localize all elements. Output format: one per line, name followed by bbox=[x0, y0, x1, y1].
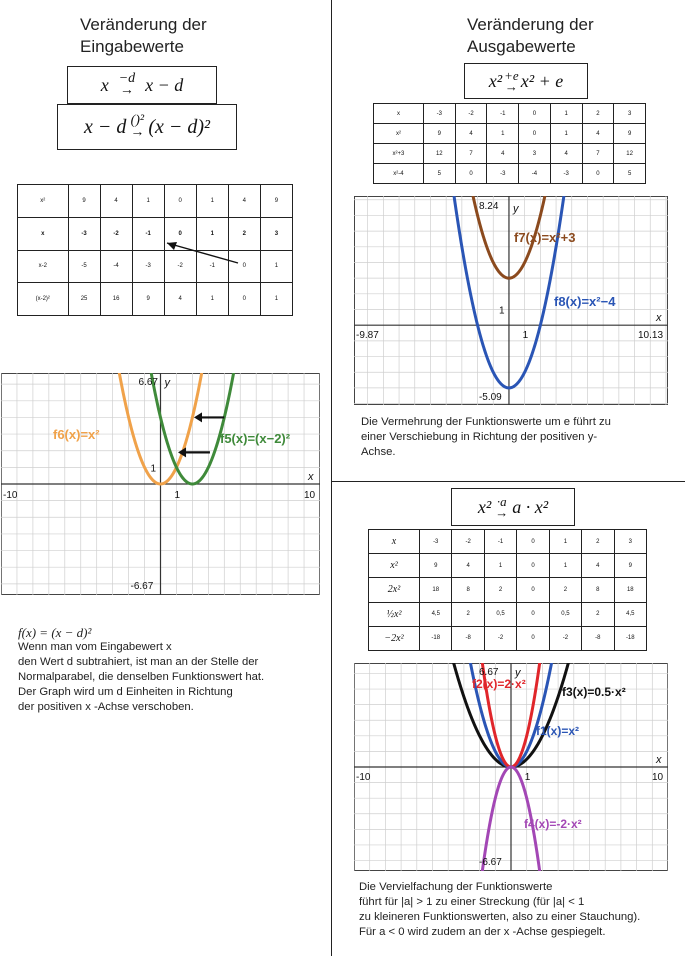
mapping2-to: (x − d)² bbox=[148, 115, 211, 138]
mapping3-arrow: → bbox=[504, 79, 518, 94]
vertical-divider bbox=[331, 0, 332, 956]
table-cell: 1 bbox=[196, 185, 228, 218]
x-min-label: -9.87 bbox=[356, 330, 379, 342]
table-cell: -3 bbox=[132, 250, 164, 283]
row-label: x bbox=[374, 104, 424, 124]
f3-label: f3(x)=0.5·x² bbox=[562, 685, 626, 699]
x-min-label: -10 bbox=[3, 490, 18, 501]
table-cell: -1 bbox=[487, 104, 519, 124]
y-max-label: 6.67 bbox=[138, 377, 158, 388]
table-cell: 25 bbox=[68, 283, 100, 316]
table-cell: 0,5 bbox=[549, 602, 581, 626]
x-axis-label: x bbox=[656, 312, 662, 325]
right-top-value-table bbox=[373, 103, 646, 184]
table-cell: 7 bbox=[455, 144, 487, 164]
x-max-label: 10 bbox=[304, 490, 316, 501]
right-bottom-value-table bbox=[368, 529, 647, 651]
table-arrow-line bbox=[167, 243, 238, 263]
x-axis-label: x bbox=[656, 754, 662, 766]
table-cell: 1 bbox=[549, 530, 581, 554]
mapping1-to: x − d bbox=[145, 74, 184, 95]
table-cell: 2 bbox=[452, 602, 484, 626]
y-max-label: 6.67 bbox=[479, 667, 499, 678]
right-title-line1: Veränderung der bbox=[467, 15, 594, 34]
row-label: x bbox=[369, 530, 420, 554]
table-cell: -8 bbox=[582, 626, 614, 650]
right-top-line-1: Die Vermehrung der Funktionswerte um e führt zu bbox=[361, 416, 611, 428]
table-cell: 2 bbox=[582, 104, 614, 124]
table-cell: 9 bbox=[614, 554, 646, 578]
table-cell: -1 bbox=[196, 250, 228, 283]
right-bottom-line-1: Die Vervielfachung der Funktionswerte bbox=[359, 881, 553, 893]
table-cell: 3 bbox=[260, 217, 292, 250]
table-cell: 12 bbox=[423, 144, 455, 164]
y-one-label: 1 bbox=[498, 305, 505, 317]
x-min-label: -10 bbox=[356, 772, 371, 783]
f4-label: f4(x)=-2·x² bbox=[524, 817, 582, 831]
graph-frame bbox=[355, 197, 668, 405]
table-cell: 9 bbox=[260, 185, 292, 218]
row-label: x²-4 bbox=[374, 164, 424, 184]
table-cell: 1 bbox=[487, 124, 519, 144]
table-cell: 4 bbox=[487, 144, 519, 164]
horizontal-divider bbox=[331, 481, 685, 482]
table-row bbox=[369, 578, 647, 602]
row-label: x-2 bbox=[18, 250, 69, 283]
left-explanation bbox=[18, 625, 264, 715]
table-cell: 0 bbox=[517, 530, 549, 554]
table-cell: 2 bbox=[582, 602, 614, 626]
table-row bbox=[369, 530, 647, 554]
y-axis-label: y bbox=[164, 377, 170, 389]
table-cell: -3 bbox=[550, 164, 582, 184]
y-max-label: 8.24 bbox=[478, 201, 499, 212]
mapping2-from: x − d bbox=[83, 115, 127, 138]
table-cell: 4 bbox=[100, 185, 132, 218]
table-cell: 1 bbox=[549, 554, 581, 578]
y-axis-label: y bbox=[512, 203, 519, 215]
table-cell: -3 bbox=[68, 217, 100, 250]
table-cell: 0 bbox=[164, 185, 196, 218]
row-label: (x-2)² bbox=[18, 283, 69, 316]
table-cell: 9 bbox=[423, 124, 455, 144]
table-cell: 0 bbox=[517, 578, 549, 602]
f6-label: f6(x)=x² bbox=[53, 427, 100, 442]
table-cell: 2 bbox=[228, 217, 260, 250]
table-arrow-overlay bbox=[17, 184, 293, 316]
right-top-line-3: Achse. bbox=[361, 446, 396, 458]
table-cell: 4,5 bbox=[614, 602, 646, 626]
y-min-label: -6.67 bbox=[130, 581, 154, 592]
table-row bbox=[374, 164, 646, 184]
table-cell: 1 bbox=[550, 104, 582, 124]
table-cell: 0 bbox=[582, 164, 614, 184]
table-cell: 8 bbox=[582, 578, 614, 602]
table-cell: 0 bbox=[517, 626, 549, 650]
table-cell: 3 bbox=[519, 144, 551, 164]
table-cell: -4 bbox=[100, 250, 132, 283]
table-cell: 18 bbox=[614, 578, 646, 602]
table-cell: -4 bbox=[519, 164, 551, 184]
mapping4-arrow: → bbox=[495, 505, 509, 520]
table-cell: 2 bbox=[582, 530, 614, 554]
mapping3-from: x² bbox=[488, 70, 503, 91]
right-title-line2: Ausgabewerte bbox=[467, 37, 576, 56]
f8-label: f8(x)=x²−4 bbox=[554, 294, 616, 309]
table-row bbox=[374, 124, 646, 144]
left-graph bbox=[1, 373, 320, 595]
y-one-label: 1 bbox=[150, 463, 157, 475]
table-cell: -2 bbox=[164, 250, 196, 283]
table-cell: -1 bbox=[132, 217, 164, 250]
table-cell: 9 bbox=[68, 185, 100, 218]
mapping2-op: ()² bbox=[130, 113, 145, 128]
table-cell: 0 bbox=[517, 554, 549, 578]
right-title bbox=[467, 14, 594, 58]
table-cell: -3 bbox=[423, 104, 455, 124]
f2-label: f2(x)=2·x² bbox=[472, 677, 526, 691]
row-label: ½x² bbox=[369, 602, 420, 626]
row-label: x²+3 bbox=[374, 144, 424, 164]
table-cell: 4 bbox=[452, 554, 484, 578]
table-cell: -2 bbox=[100, 217, 132, 250]
f7-label: f7(x)=x²+3 bbox=[514, 230, 576, 245]
f1-label: f1(x)=x² bbox=[536, 724, 580, 738]
right-bottom-explanation bbox=[359, 880, 640, 940]
left-line-1: Wenn man vom Eingabewert x bbox=[18, 641, 172, 653]
f5-label: f5(x)=(x−2)² bbox=[220, 431, 291, 446]
mapping-box-4 bbox=[451, 488, 575, 526]
table-cell: 3 bbox=[614, 104, 646, 124]
table-cell: 0,5 bbox=[484, 602, 516, 626]
right-bottom-graph bbox=[354, 663, 668, 871]
table-cell: -2 bbox=[452, 530, 484, 554]
table-cell: 5 bbox=[423, 164, 455, 184]
table-cell: -18 bbox=[420, 626, 452, 650]
table-row bbox=[374, 104, 646, 124]
table-cell: 0 bbox=[164, 217, 196, 250]
table-cell: 9 bbox=[614, 124, 646, 144]
table-cell: 12 bbox=[614, 144, 646, 164]
mapping-box-2 bbox=[57, 104, 237, 150]
right-bottom-line-4: Für a < 0 wird zudem an der x -Achse gespiegelt. bbox=[359, 926, 606, 938]
table-cell: 4 bbox=[582, 124, 614, 144]
mapping4-from: x² bbox=[477, 496, 492, 517]
x-axis-label: x bbox=[308, 471, 314, 483]
table-cell: 0 bbox=[228, 283, 260, 316]
mapping1-op: −d bbox=[118, 71, 136, 86]
table-cell: -8 bbox=[452, 626, 484, 650]
x-one-label: 1 bbox=[524, 772, 531, 783]
table-cell: -2 bbox=[455, 104, 487, 124]
table-cell: 0 bbox=[455, 164, 487, 184]
table-cell: 1 bbox=[132, 185, 164, 218]
table-cell: 2 bbox=[549, 578, 581, 602]
y-min-label: -5.09 bbox=[478, 392, 502, 403]
table-cell: 2 bbox=[484, 578, 516, 602]
table-cell: 1 bbox=[196, 283, 228, 316]
right-top-line-2: einer Verschiebung in Richtung der positiven y- bbox=[361, 431, 598, 443]
table-cell: -2 bbox=[549, 626, 581, 650]
table-cell: 4,5 bbox=[420, 602, 452, 626]
mapping3-to: x² + e bbox=[520, 70, 564, 91]
x-max-label: 10.13 bbox=[638, 330, 664, 342]
left-formula: f(x) = (x − d)² bbox=[18, 625, 92, 640]
table-cell: 4 bbox=[164, 283, 196, 316]
table-cell: 18 bbox=[420, 578, 452, 602]
table-cell: 1 bbox=[196, 217, 228, 250]
table-cell: 0 bbox=[228, 250, 260, 283]
table-cell: 0 bbox=[519, 104, 551, 124]
left-line-4: Der Graph wird um d Einheiten in Richtung bbox=[18, 686, 233, 698]
table-cell: 8 bbox=[452, 578, 484, 602]
right-bottom-line-2: führt für |a| > 1 zu einer Streckung (für |a| < 1 bbox=[359, 896, 585, 908]
mapping-box-3 bbox=[464, 63, 588, 99]
row-label: −2x² bbox=[369, 626, 420, 650]
table-cell: 1 bbox=[550, 124, 582, 144]
table-cell: -3 bbox=[487, 164, 519, 184]
y-axis-label: y bbox=[515, 667, 521, 679]
mapping1-arrow: → bbox=[119, 83, 134, 98]
left-title-line1: Veränderung der bbox=[80, 15, 207, 34]
left-title bbox=[80, 14, 207, 58]
mapping3-op: +e bbox=[504, 68, 519, 83]
right-bottom-line-3: zu kleineren Funktionswerten, also zu einer Stauchung). bbox=[359, 911, 641, 923]
row-label: x² bbox=[369, 554, 420, 578]
table-cell: 1 bbox=[260, 283, 292, 316]
table-cell: 0 bbox=[517, 602, 549, 626]
table-row bbox=[374, 144, 646, 164]
row-label: x² bbox=[18, 185, 69, 218]
mapping2-arrow: → bbox=[130, 125, 145, 140]
x-max-label: 10 bbox=[652, 772, 664, 783]
left-line-5: der positiven x -Achse verschoben. bbox=[18, 701, 194, 713]
table-cell: 5 bbox=[614, 164, 646, 184]
table-cell: 1 bbox=[260, 250, 292, 283]
table-row bbox=[369, 626, 647, 650]
row-label: x bbox=[18, 217, 69, 250]
left-line-3: Normalparabel, die denselben Funktionswert hat. bbox=[18, 671, 265, 683]
table-cell: 3 bbox=[614, 530, 646, 554]
mapping-box-1 bbox=[67, 66, 217, 104]
table-cell: 7 bbox=[582, 144, 614, 164]
table-arrow-head bbox=[167, 242, 177, 250]
x-one-label: 1 bbox=[174, 490, 181, 501]
mapping4-to: a · x² bbox=[512, 496, 549, 517]
table-row bbox=[369, 554, 647, 578]
right-top-explanation bbox=[361, 415, 611, 460]
x-one-label: 1 bbox=[522, 330, 529, 342]
table-cell: -5 bbox=[68, 250, 100, 283]
table-row bbox=[369, 602, 647, 626]
row-label: 2x² bbox=[369, 578, 420, 602]
row-label: x² bbox=[374, 124, 424, 144]
table-cell: 4 bbox=[228, 185, 260, 218]
table-cell: -1 bbox=[484, 530, 516, 554]
table-cell: 0 bbox=[519, 124, 551, 144]
mapping1-from: x bbox=[100, 74, 109, 95]
table-cell: -2 bbox=[484, 626, 516, 650]
right-top-graph bbox=[354, 196, 668, 405]
mapping4-op: ·a bbox=[496, 494, 507, 509]
table-cell: 9 bbox=[132, 283, 164, 316]
table-cell: -18 bbox=[614, 626, 646, 650]
y-min-label: -6.67 bbox=[479, 857, 502, 868]
table-cell: 4 bbox=[550, 144, 582, 164]
left-line-2: den Wert d subtrahiert, ist man an der Stelle der bbox=[18, 656, 259, 668]
table-cell: -3 bbox=[420, 530, 452, 554]
table-cell: 4 bbox=[455, 124, 487, 144]
table-cell: 16 bbox=[100, 283, 132, 316]
left-title-line2: Eingabewerte bbox=[80, 37, 184, 56]
table-cell: 4 bbox=[582, 554, 614, 578]
table-cell: 9 bbox=[420, 554, 452, 578]
table-cell: 1 bbox=[484, 554, 516, 578]
